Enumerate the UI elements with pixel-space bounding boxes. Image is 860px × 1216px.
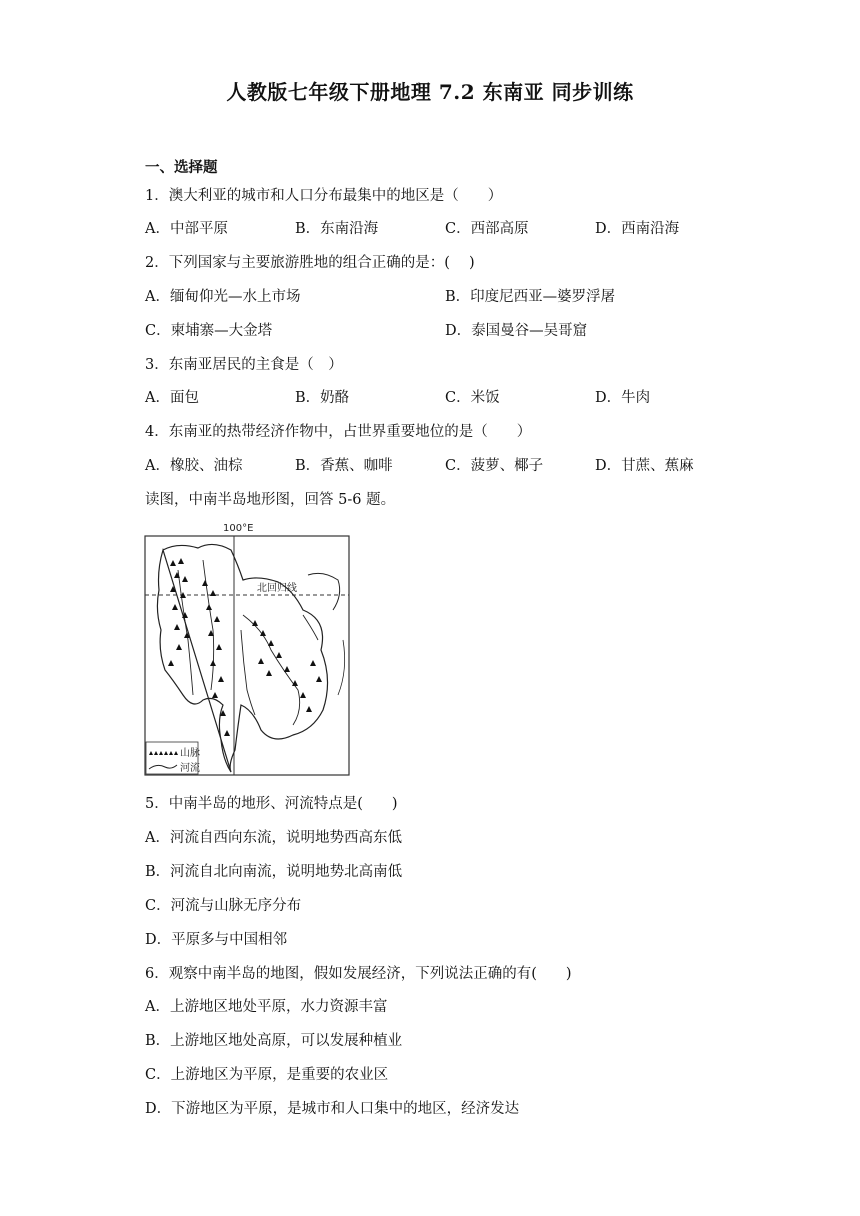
legend-mountain-label: 山脉	[180, 748, 200, 759]
map-intro-text: 读图，中南半岛地形图，回答 5-6 题。	[145, 492, 396, 508]
q6-option-b: B．上游地区地处高原，可以发展种植业	[145, 1033, 403, 1049]
map-frame	[145, 536, 349, 775]
q5-option-a: A．河流自西向东流，说明地势西高东低	[145, 830, 402, 846]
q3-option-d: D．牛肉	[595, 390, 651, 406]
q5-option-c: C．河流与山脉无序分布	[145, 898, 302, 914]
q1-option-a: A．中部平原	[145, 221, 228, 237]
q4-option-b: B．香蕉、咖啡	[295, 458, 393, 474]
q2-option-a: A．缅甸仰光—水上市场	[145, 289, 301, 305]
q2-option-b: B．印度尼西亚—婆罗浮屠	[445, 289, 616, 305]
q1-option-c: C．西部高原	[445, 221, 529, 237]
page-title: 人教版七年级下册地理 7.2 东南亚 同步训练	[226, 80, 634, 104]
section-heading: 一、选择题	[145, 159, 218, 176]
q6-option-a: A．上游地区地处平原，水力资源丰富	[145, 999, 388, 1015]
q6-option-c: C．上游地区为平原，是重要的农业区	[145, 1067, 389, 1083]
q3-option-b: B．奶酪	[295, 390, 350, 406]
q6-option-d: D．下游地区为平原，是城市和人口集中的地区，经济发达	[145, 1101, 520, 1117]
q1-option-b: B．东南沿海	[295, 221, 379, 237]
meridian-label: 100°E	[223, 523, 254, 534]
q4-option-d: D．甘蔗、蕉麻	[595, 458, 694, 474]
question-6-stem: 6．观察中南半岛的地图，假如发展经济，下列说法正确的有( )	[145, 966, 572, 982]
q2-option-d: D．泰国曼谷—吴哥窟	[445, 323, 588, 339]
indochina-terrain-map	[143, 520, 353, 778]
q4-option-c: C．菠萝、椰子	[445, 458, 544, 474]
question-5-stem: 5．中南半岛的地形、河流特点是( )	[145, 796, 398, 812]
q4-option-a: A．橡胶、油棕	[145, 458, 243, 474]
question-2-stem: 2．下列国家与主要旅游胜地的组合正确的是：( )	[145, 255, 475, 271]
question-1-stem: 1．澳大利亚的城市和人口分布最集中的地区是（ ）	[145, 188, 503, 204]
q3-option-c: C．米饭	[445, 390, 500, 406]
question-4-stem: 4．东南亚的热带经济作物中，占世界重要地位的是（ ）	[145, 424, 532, 440]
q3-option-a: A．面包	[145, 390, 199, 406]
q5-option-d: D．平原多与中国相邻	[145, 932, 288, 948]
tropic-label: 北回归线	[257, 583, 297, 594]
q2-option-c: C．柬埔寨—大金塔	[145, 323, 273, 339]
q5-option-b: B．河流自北向南流，说明地势北高南低	[145, 864, 403, 880]
legend-river-label: 河流	[180, 763, 200, 774]
question-3-stem: 3．东南亚居民的主食是（ ）	[145, 357, 343, 373]
q1-option-d: D．西南沿海	[595, 221, 680, 237]
